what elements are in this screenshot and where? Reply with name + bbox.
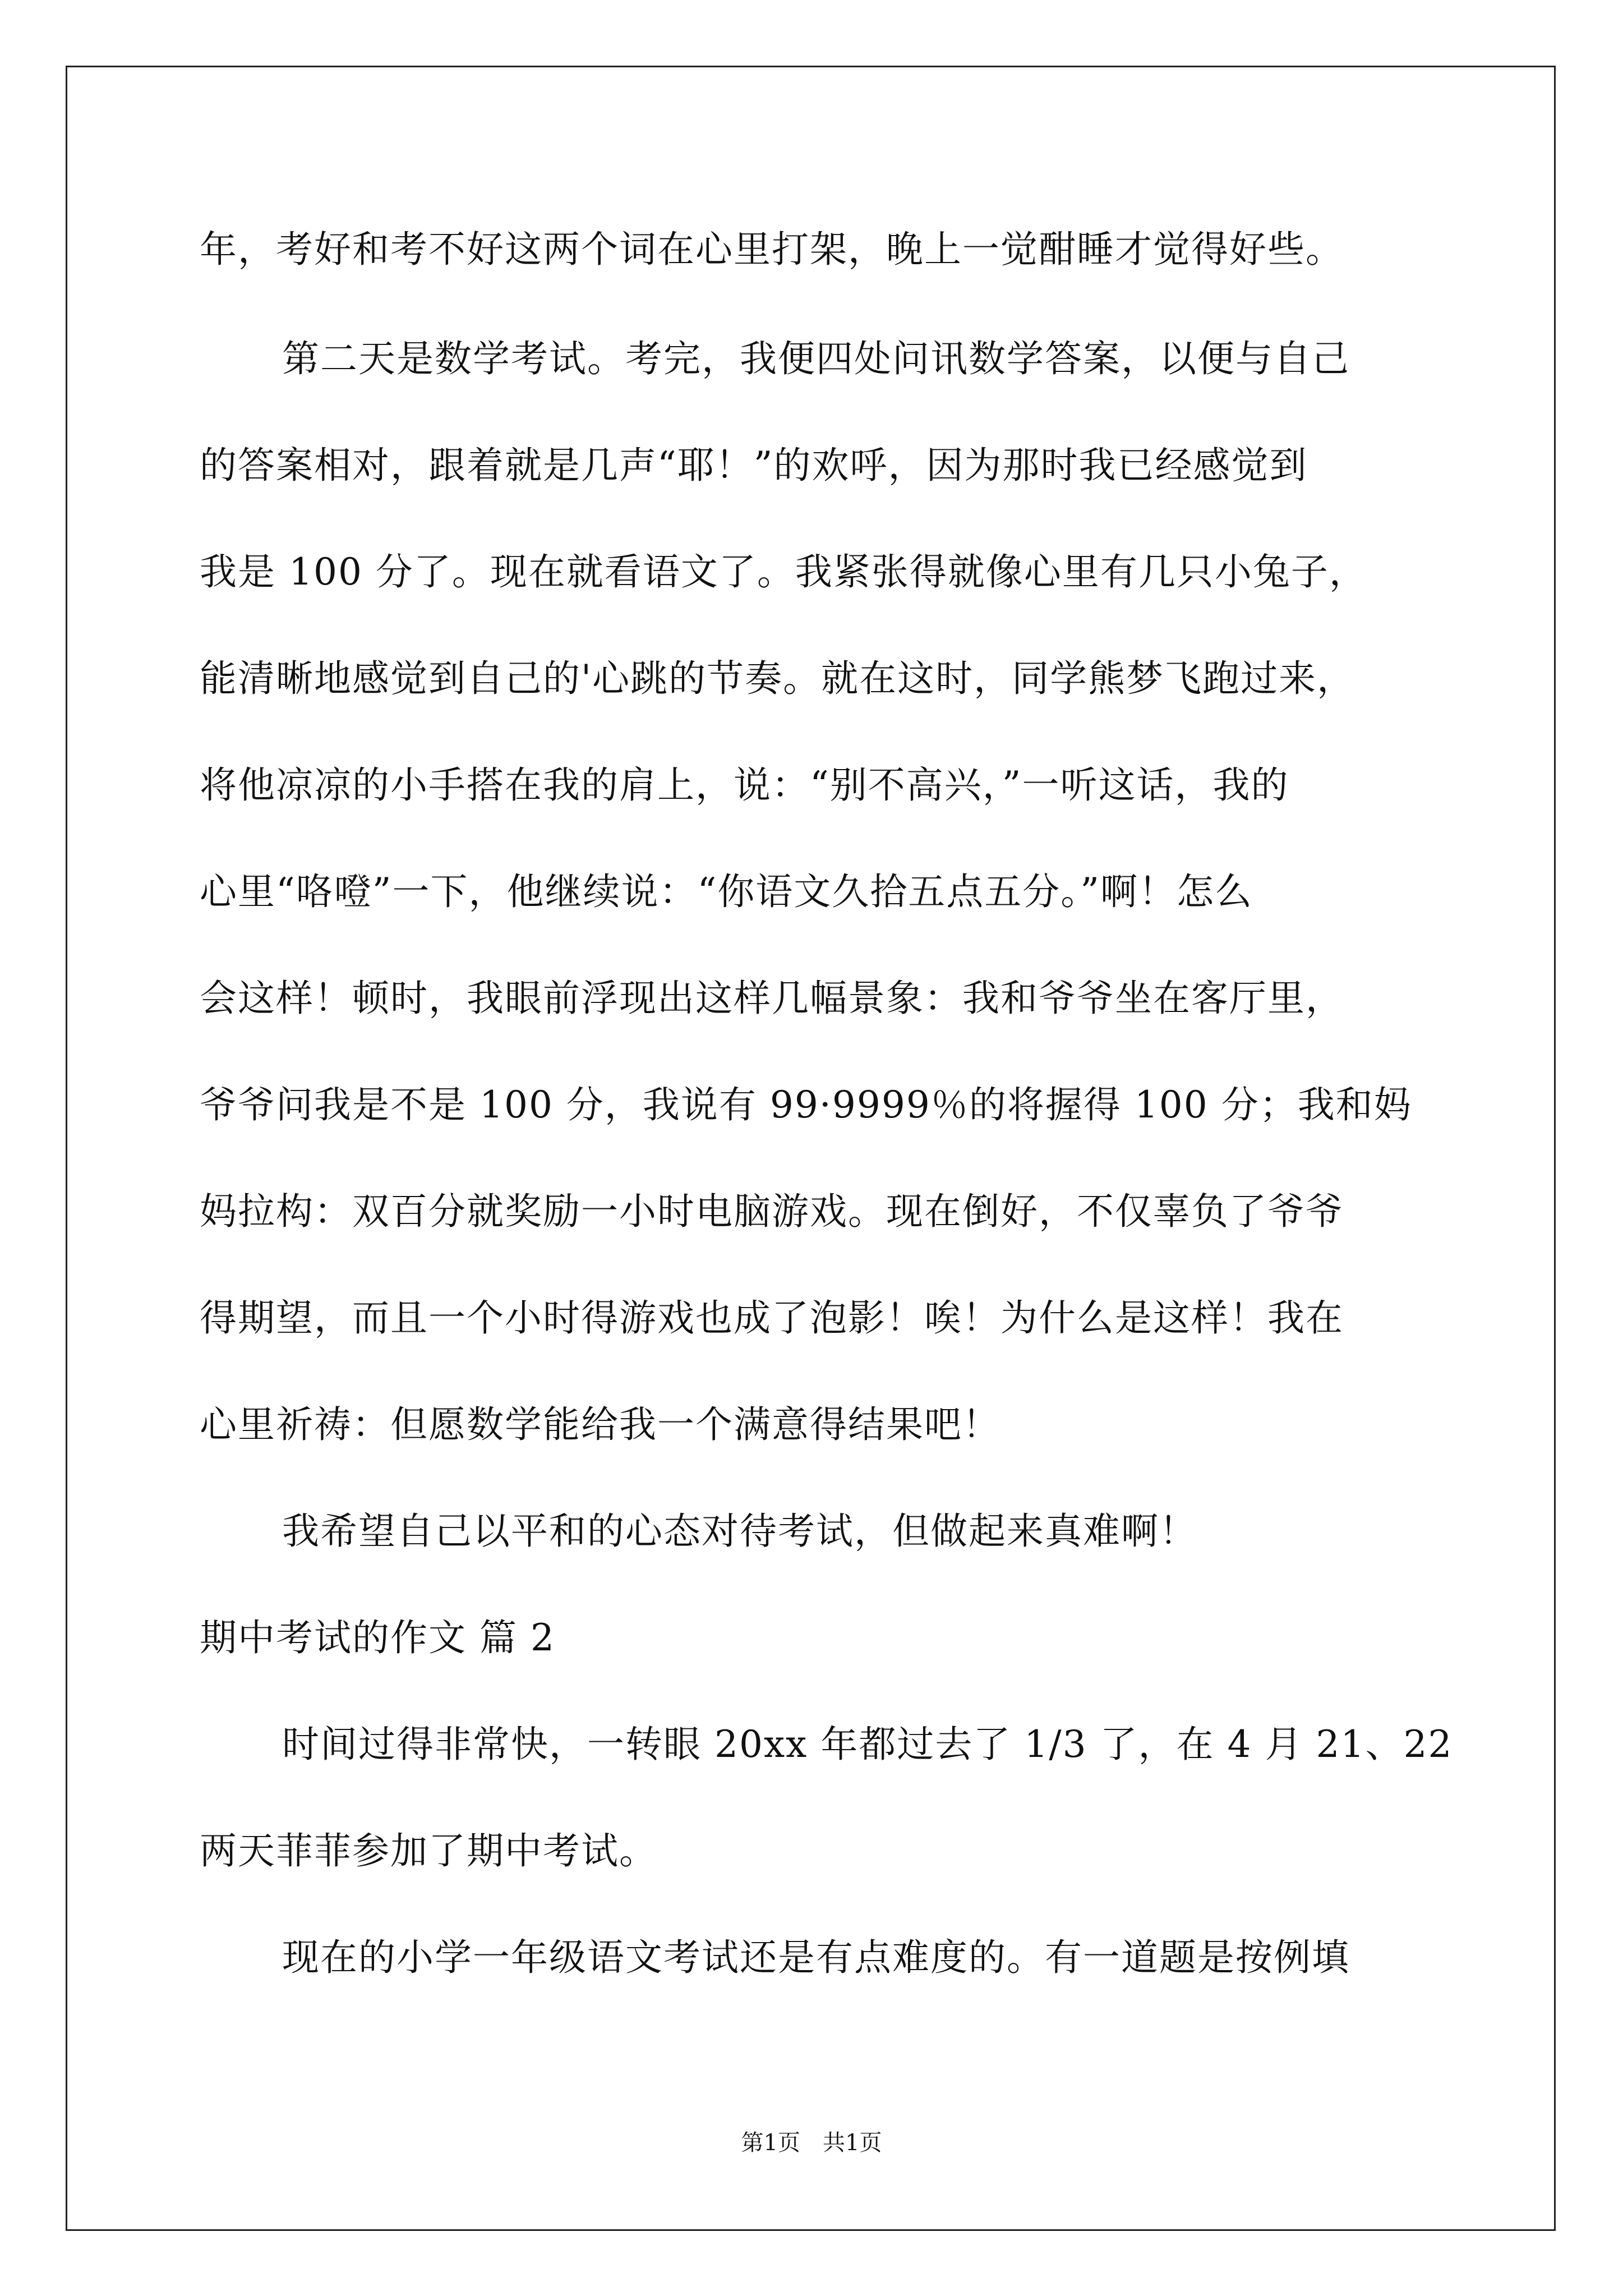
text-line-17: 现在的小学一年级语文考试还是有点难度的。有一道题是按例填	[282, 1936, 1350, 1979]
text-line-9: 爷爷问我是不是 100 分，我说有 99·9999％的将握得 100 分；我和妈	[200, 1083, 1412, 1126]
section-heading: 期中考试的作文 篇 2	[200, 1616, 555, 1659]
text-line-4: 我是 100 分了。现在就看语文了。我紧张得就像心里有几只小兔子，	[200, 550, 1367, 593]
text-line-3: 的答案相对，跟着就是几声“耶！”的欢呼，因为那时我已经感觉到	[200, 444, 1308, 487]
text-line-12: 心里祈祷：但愿数学能给我一个满意得结果吧！	[200, 1403, 1000, 1446]
text-line-1: 年，考好和考不好这两个词在心里打架，晚上一觉酣睡才觉得好些。	[200, 228, 1344, 271]
page-border	[66, 66, 1556, 2231]
text-line-10: 妈拉构：双百分就奖励一小时电脑游戏。现在倒好，不仅辜负了爷爷	[200, 1190, 1344, 1233]
text-line-5: 能清晰地感觉到自己的'心跳的节奏。就在这时，同学熊梦飞跑过来，	[200, 657, 1355, 700]
text-line-11: 得期望，而且一个小时得游戏也成了泡影！唉！为什么是这样！我在	[200, 1296, 1344, 1340]
text-line-7: 心里“咯噔”一下，他继续说：“你语文久拾五点五分。”啊！怎么	[200, 870, 1253, 913]
text-line-13: 我希望自己以平和的心态对待考试，但做起来真难啊！	[282, 1510, 1197, 1553]
text-line-8: 会这样！顿时，我眼前浮现出这样几幅景象：我和爷爷坐在客厅里，	[200, 977, 1344, 1020]
page-number-footer: 第1页 共1页	[741, 2130, 882, 2156]
text-line-15: 时间过得非常快，一转眼 20xx 年都过去了 1/3 了，在 4 月 21、22	[282, 1723, 1453, 1766]
text-line-2: 第二天是数学考试。考完，我便四处问讯数学答案，以便与自己	[282, 337, 1350, 380]
text-line-6: 将他凉凉的小手搭在我的肩上，说：“别不高兴，”一听这话，我的	[200, 763, 1289, 807]
text-line-16: 两天菲菲参加了期中考试。	[200, 1829, 657, 1872]
